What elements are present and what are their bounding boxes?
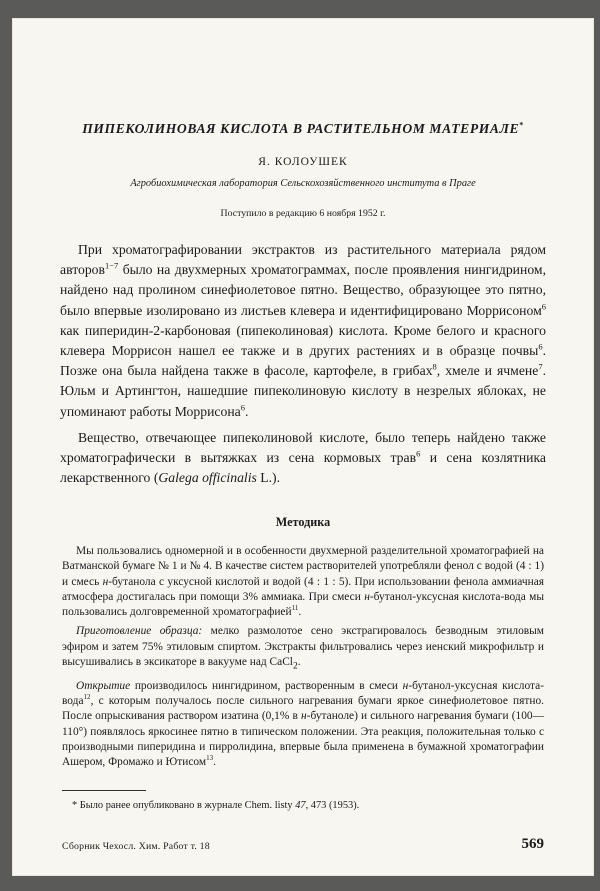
journal-volume: 47 <box>295 800 306 811</box>
journal-page <box>12 18 594 876</box>
affiliation: Агробиохимическая лаборатория Сельскохозяйственного института в Праге <box>130 178 476 189</box>
reference-marker: 1−7 <box>105 260 119 271</box>
section-heading-methods: Методика <box>275 515 331 529</box>
reference-marker: 8 <box>432 361 437 372</box>
reference-marker: 6 <box>541 301 546 312</box>
footnote-divider <box>62 790 146 791</box>
introduction <box>60 240 546 494</box>
reference-marker: 13 <box>206 754 214 763</box>
received-date: Поступило в редакцию 6 ноября 1952 г. <box>220 208 386 219</box>
reference-marker: 11 <box>291 604 299 613</box>
latin-name: Galega officinalis <box>158 470 257 486</box>
page-number: 569 <box>521 836 544 852</box>
title-footnote-marker: * <box>519 120 524 130</box>
reference-marker: 6 <box>240 402 245 413</box>
reference-marker: 6 <box>538 341 543 352</box>
methods-section <box>62 544 544 774</box>
author-name: Я. КОЛОУШЕК <box>258 156 348 168</box>
intro-paragraph-2: Вещество, отвечающее пипеколиновой кислоте, было теперь найдено также хроматографически в вытяжках из сена кормовых трав$^6$ и сена козлятника лекарственного (Galega officinalis L.). <box>60 429 546 486</box>
article-title: ПИПЕКОЛИНОВАЯ КИСЛОТА В РАСТИТЕЛЬНОМ МАТЕРИАЛЕ* <box>82 120 524 136</box>
paragraph-lead: Приготовление образца: <box>76 625 203 638</box>
reference-marker: 6 <box>416 448 421 459</box>
reference-marker: 12 <box>83 693 91 702</box>
methods-paragraph-2: Приготовление образца: мелко размолотое сено экстрагировалось безводным этиловым эфиром и затем 75% этиловым спиртом. Экстракты фильтровались через иенский микрофильтр и высушивались в эксикаторе в вакууме над CaCl$_2$. <box>62 625 545 672</box>
paragraph-lead: Открытие <box>76 679 131 692</box>
footnote: * Было ранее опубликовано в журнале Chem. listy 47, 473 (1953). <box>72 800 360 811</box>
methods-paragraph-1: Мы пользовались одномерной и в особенности двухмерной разделительной хроматографией на Ватманской бумаге № 1 и № 4. В качестве систем растворителей употребляли фенол с водой (4 : 1) и смесь н-бутанола с уксусной кислотой и водой (4 : 1 : 5). При использовании фенола аммиачная атмосфера достигалась при помощи 3% аммиака. При смеси н-бутанол-уксусная кислота-вода мы пользовались долговременной хроматографией$^{11}$. <box>62 545 545 619</box>
running-footer-journal: Сборник Чехосл. Хим. Работ т. 18 <box>62 841 210 852</box>
reference-marker: 7 <box>538 361 543 372</box>
intro-paragraph-1: При хроматографировании экстрактов из растительного материала рядом авторов$^{1-7}$ было на двухмерных хроматограммах, после проявления нингидрином, найдено над пролином синефиолетовое пятно. Вещество, образующее это пятно, было впервые изолировано из листьев клевера и идентифицировано Моррисоном$^6$ как пиперидин-2-карбоновая (пипеколиновая) кислота. Кроме белого и красного клевера Моррисон нашел ее также и в других растениях и в образце почвы$^6$. Позже она была найдена также в фасоле, картофеле, в грибах$^8$, хмеле и ячмене$^7$. Юльм и Артингтон, нашедшие пипеколиновую кислоту в незрелых яблоках, не упоминают работы Моррисона$^6$. <box>60 242 546 419</box>
methods-paragraph-3: Открытие производилось нингидрином, растворенным в смеси н-бутанол-уксусная кислота-вода$^{12}$, с которым получалось после сильного нагревания бумаги яркое синефиолетовое пятно. После опрыскивания раствором изатина (0,1% в н-бутаноле) и сильного нагревания бумаги (100—110°) появлялось яркосинее пятно в типическом положении. Эта реакция, положительная только с производными пиперидина и пирролидина, впервые была применена в бумажной хроматографии Ашером, Фромажо и Ютисом$^{13}$. <box>62 679 544 769</box>
